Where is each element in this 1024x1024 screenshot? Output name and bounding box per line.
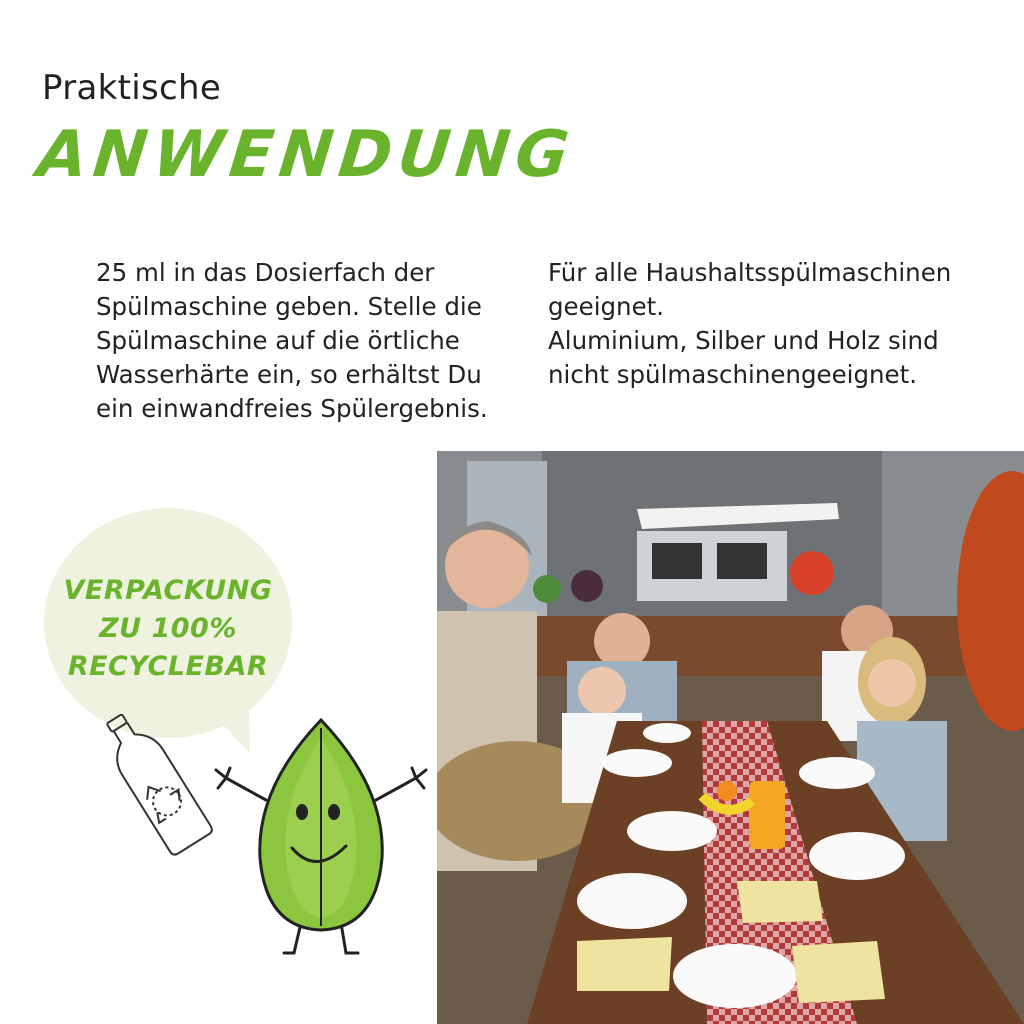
- instruction-line: Spülmaschine geben. Stelle die: [96, 292, 482, 321]
- badge-line: ZU 100%: [99, 613, 237, 644]
- recycle-badge-text: [46, 572, 290, 686]
- family-breakfast-photo: [437, 451, 1024, 1024]
- instruction-line: Spülmaschine auf die örtliche: [96, 326, 460, 355]
- page-headline: ANWENDUNG: [34, 118, 579, 192]
- instruction-line: ein einwandfreies Spülergebnis.: [96, 394, 488, 423]
- note-line: geeignet.: [548, 292, 665, 321]
- note-line: Für alle Haushaltsspülmaschinen: [548, 258, 952, 287]
- badge-line: VERPACKUNG: [63, 575, 273, 606]
- instruction-line: Wasserhärte ein, so erhältst Du: [96, 360, 482, 389]
- note-line: nicht spülmaschinengeeignet.: [548, 360, 918, 389]
- note-line: Aluminium, Silber und Holz sind: [548, 326, 939, 355]
- instruction-line: 25 ml in das Dosierfach der: [96, 258, 435, 287]
- page-kicker: Praktische: [42, 68, 222, 108]
- leaf-mascot-icon: [196, 708, 446, 962]
- compatibility-notes: [548, 256, 988, 392]
- badge-line: RECYCLEBAR: [67, 651, 269, 682]
- usage-instructions: [96, 256, 516, 426]
